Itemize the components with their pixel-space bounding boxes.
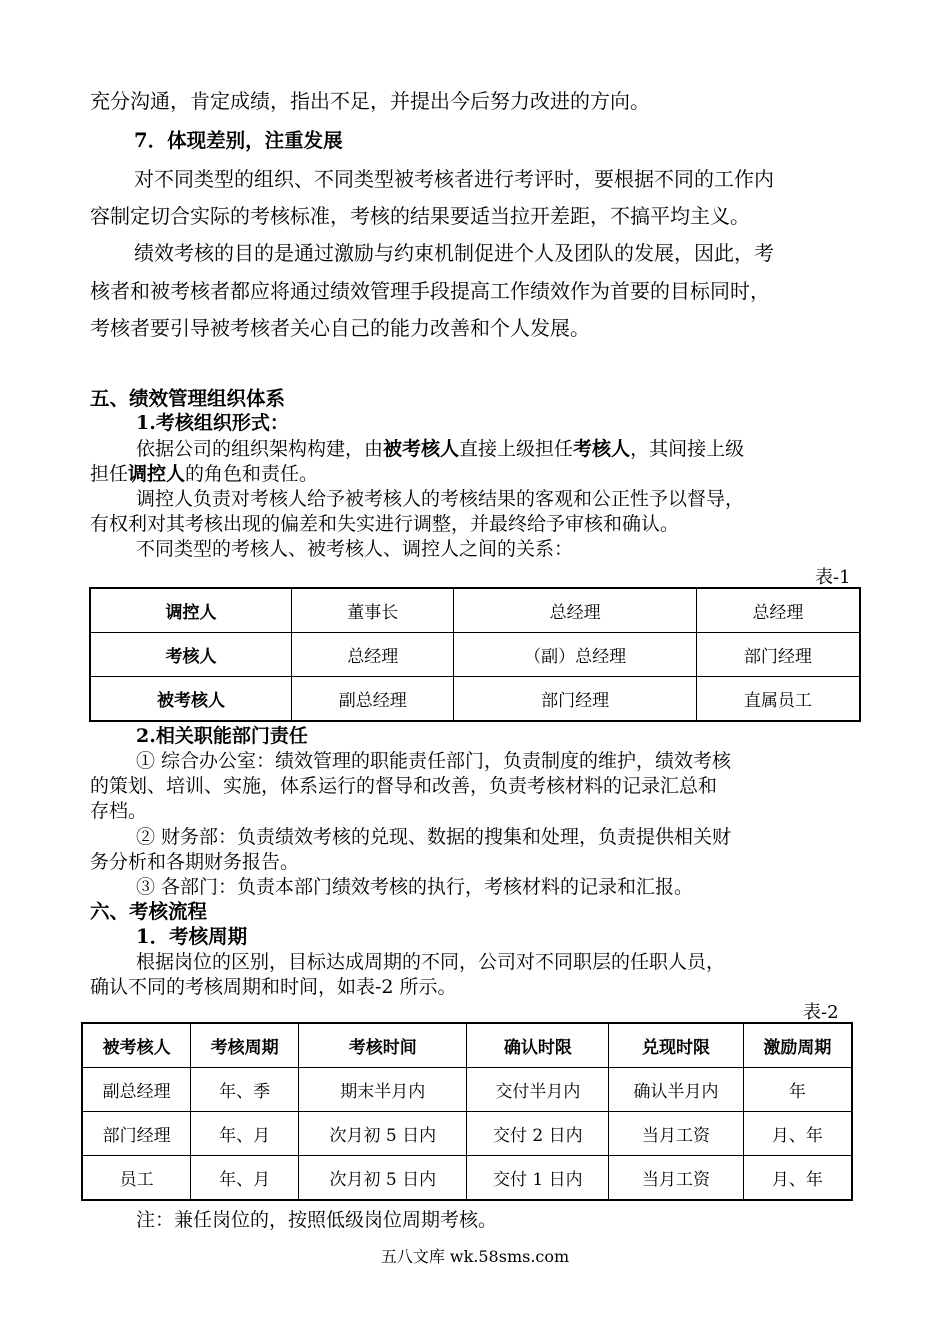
section6-p1-line2: 确认不同的考核周期和时间，如表-2 所示。 bbox=[90, 976, 457, 998]
table1-caption: 表-1 bbox=[815, 567, 851, 588]
table-cell: 被考核人 bbox=[90, 677, 292, 722]
table-cell: 确认半月内 bbox=[609, 1068, 744, 1112]
table-header-cell: 被考核人 bbox=[82, 1023, 191, 1068]
section7-para2-line1: 绩效考核的目的是通过激励与约束机制促进个人及团队的发展，因此，考 bbox=[134, 241, 774, 265]
section6-p1-line1: 根据岗位的区别，目标达成周期的不同，公司对不同职层的任职人员， bbox=[136, 951, 726, 973]
section6-sub1: 1．考核周期 bbox=[136, 925, 248, 948]
table-cell: 调控人 bbox=[90, 588, 292, 633]
table-cell: （副）总经理 bbox=[454, 633, 696, 677]
table-cell: 考核人 bbox=[90, 633, 292, 677]
dept-duty-2-line2: 务分析和各期财务报告。 bbox=[90, 851, 300, 873]
dept-duty-1-line2: 的策划、培训、实施，体系运行的督导和改善，负责考核材料的记录汇总和 bbox=[90, 775, 718, 797]
table1 bbox=[89, 587, 861, 722]
table-cell: 当月工资 bbox=[609, 1112, 744, 1156]
table-cell: 交付半月内 bbox=[467, 1068, 609, 1112]
table-header-cell: 考核周期 bbox=[191, 1023, 299, 1068]
table-cell: 年、月 bbox=[191, 1156, 299, 1201]
table-cell: 次月初 5 日内 bbox=[299, 1112, 467, 1156]
table-header-cell: 考核时间 bbox=[299, 1023, 467, 1068]
table-cell: 年、月 bbox=[191, 1112, 299, 1156]
table-cell: 副总经理 bbox=[292, 677, 454, 722]
section7-para2-line2: 核者和被考核者都应将通过绩效管理手段提高工作绩效作为首要的目标同时， bbox=[90, 279, 770, 303]
table-header-cell: 兑现时限 bbox=[609, 1023, 744, 1068]
intro-continuation: 充分沟通，肯定成绩，指出不足，并提出今后努力改进的方向。 bbox=[90, 89, 650, 113]
table2 bbox=[81, 1022, 853, 1201]
table-row bbox=[82, 1068, 852, 1112]
table-cell: 直属员工 bbox=[696, 677, 860, 722]
section5-p1-line2: 担任调控人的角色和责任。 bbox=[90, 463, 319, 485]
table-cell: 月、年 bbox=[743, 1156, 852, 1201]
table-header-row bbox=[82, 1023, 852, 1068]
section5-p2-line2: 有权利对其考核出现的偏差和失实进行调整，并最终给予审核和确认。 bbox=[90, 513, 680, 535]
table-row bbox=[82, 1156, 852, 1201]
section7-title: 7．体现差别，注重发展 bbox=[134, 129, 343, 152]
table-cell: 次月初 5 日内 bbox=[299, 1156, 467, 1201]
section5-sub1: 1.考核组织形式： bbox=[136, 412, 289, 434]
table-cell: 月、年 bbox=[743, 1112, 852, 1156]
table-cell: 总经理 bbox=[696, 588, 860, 633]
table-row bbox=[82, 1112, 852, 1156]
table-row bbox=[90, 588, 860, 633]
table-cell: 交付 2 日内 bbox=[467, 1112, 609, 1156]
section6-note: 注：兼任岗位的，按照低级岗位周期考核。 bbox=[136, 1209, 498, 1231]
table-cell: 总经理 bbox=[292, 633, 454, 677]
table-cell: 董事长 bbox=[292, 588, 454, 633]
table-cell: 总经理 bbox=[454, 588, 696, 633]
section7-para1-line1: 对不同类型的组织、不同类型被考核者进行考评时，要根据不同的工作内 bbox=[134, 167, 774, 191]
table-cell: 部门经理 bbox=[696, 633, 860, 677]
table-cell: 部门经理 bbox=[82, 1112, 191, 1156]
table-header-cell: 确认时限 bbox=[467, 1023, 609, 1068]
section7-para2-line3: 考核者要引导被考核者关心自己的能力改善和个人发展。 bbox=[90, 316, 590, 340]
section5-title: 五、绩效管理组织体系 bbox=[90, 387, 286, 410]
table-cell: 当月工资 bbox=[609, 1156, 744, 1201]
section5-sub2: 2.相关职能部门责任 bbox=[136, 725, 308, 747]
dept-duty-1-line1: ① 综合办公室：绩效管理的职能责任部门，负责制度的维护，绩效考核 bbox=[136, 750, 732, 772]
table-header-cell: 激励周期 bbox=[743, 1023, 852, 1068]
table-row bbox=[90, 677, 860, 722]
dept-duty-2-line1: ② 财务部：负责绩效考核的兑现、数据的搜集和处理，负责提供相关财 bbox=[136, 826, 732, 848]
table-cell: 部门经理 bbox=[454, 677, 696, 722]
table-cell: 副总经理 bbox=[82, 1068, 191, 1112]
dept-duty-3: ③ 各部门：负责本部门绩效考核的执行，考核材料的记录和汇报。 bbox=[136, 876, 694, 898]
dept-duty-1-line3: 存档。 bbox=[90, 800, 148, 822]
section7-para1-line2: 容制定切合实际的考核标准，考核的结果要适当拉开差距，不搞平均主义。 bbox=[90, 204, 750, 228]
table-cell: 年 bbox=[743, 1068, 852, 1112]
table-cell: 年、季 bbox=[191, 1068, 299, 1112]
section5-p1-line1: 依据公司的组织架构构建，由被考核人直接上级担任考核人，其间接上级 bbox=[136, 438, 745, 460]
table2-caption: 表-2 bbox=[803, 1002, 839, 1023]
table-row bbox=[90, 633, 860, 677]
section5-p2-line1: 调控人负责对考核人给予被考核人的考核结果的客观和公正性予以督导， bbox=[136, 488, 745, 510]
table-cell: 员工 bbox=[82, 1156, 191, 1201]
section6-title: 六、考核流程 bbox=[90, 900, 208, 923]
footer-watermark: 五八文库 wk.58sms.com bbox=[380, 1247, 570, 1266]
section5-p3: 不同类型的考核人、被考核人、调控人之间的关系： bbox=[136, 538, 574, 560]
table-cell: 交付 1 日内 bbox=[467, 1156, 609, 1201]
table-cell: 期末半月内 bbox=[299, 1068, 467, 1112]
